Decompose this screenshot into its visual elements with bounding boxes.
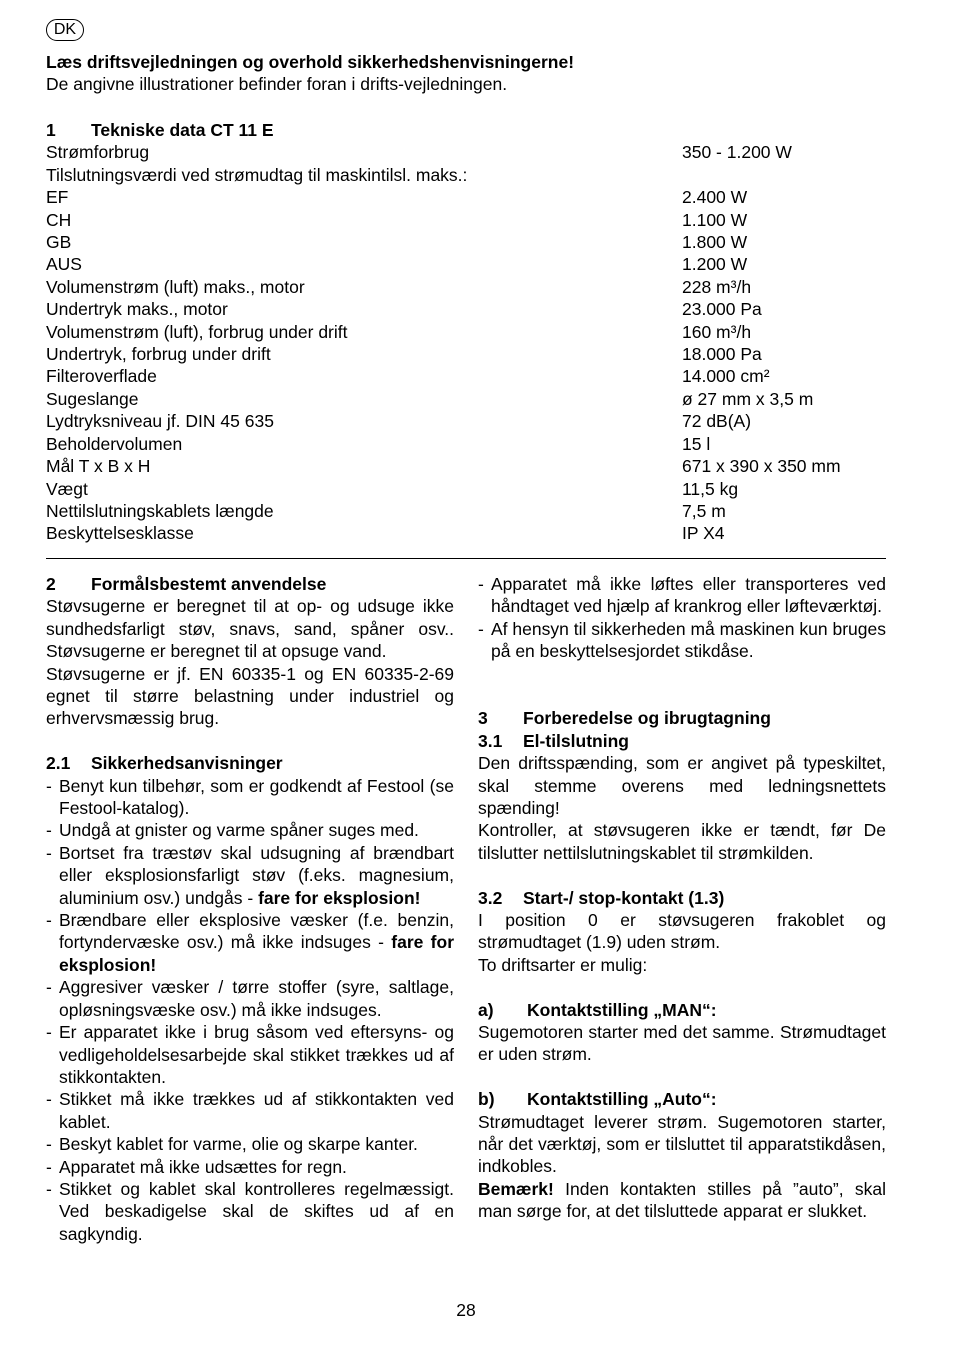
tech-data-value: 350 - 1.200 W xyxy=(682,142,792,163)
section-3-heading xyxy=(478,707,886,729)
mode-title: Kontaktstilling „MAN“: xyxy=(527,999,717,1020)
tech-data-section xyxy=(46,119,886,545)
tech-data-value: 1.100 W xyxy=(682,209,748,230)
tech-data-row xyxy=(46,209,886,231)
tech-data-value: 72 dB(A) xyxy=(682,411,752,432)
tech-data-row xyxy=(46,231,886,253)
section-3-1-heading xyxy=(478,730,886,752)
section-number: 3.2 xyxy=(478,887,503,908)
intro-note: De angivne illustrationer befinder foran i drifts-vejledningen. xyxy=(46,74,508,95)
intro-warning: Læs driftsvejledningen og overhold sikkerhedshenvisningerne! xyxy=(46,52,575,72)
section-number: 3 xyxy=(478,708,488,729)
tech-data-label: Strømforbrug xyxy=(46,142,150,163)
mode-b-heading xyxy=(478,1088,886,1110)
tech-data-value: 160 m³/h xyxy=(682,321,752,342)
tech-data-heading xyxy=(46,119,886,141)
right-column xyxy=(478,573,886,1223)
list-item: - Brændbare eller eksplosive væsker (f.e. benzin, fortyndervæske osv.) må ikke indsuges - fare for eksplosion! xyxy=(46,909,454,976)
tech-data-label: Tilslutningsværdi ved strømudtag til maskintilsl. maks.: xyxy=(46,164,468,185)
section-title: Forberedelse og ibrugtagning xyxy=(523,708,771,729)
paragraph: To driftsarter er mulig: xyxy=(478,954,648,975)
section-title: Formålsbestemt anvendelse xyxy=(91,574,327,594)
tech-data-row xyxy=(46,410,886,432)
tech-data-row xyxy=(46,500,886,522)
tech-data-label: AUS xyxy=(46,254,82,275)
page-number: 28 xyxy=(456,1300,476,1320)
divider xyxy=(46,558,886,559)
tech-data-label: Undertryk maks., motor xyxy=(46,299,228,320)
tech-data-row xyxy=(46,298,886,320)
list-item: - Er apparatet ikke i brug såsom ved eftersyns- og vedligeholdelsesarbejde skal stikket trækkes ud af stikkontakten. xyxy=(46,1021,454,1088)
paragraph: Støvsugerne er beregnet til at op- og udsuge ikke sundhedsfarligt støv, snavs, sand, spåner osv.. Støvsugerne er beregnet til at opsuge vand. xyxy=(46,596,454,662)
tech-data-row xyxy=(46,321,886,343)
section-title: Start-/ stop-kontakt (1.3) xyxy=(523,887,725,908)
tech-data-value: 1.800 W xyxy=(682,232,748,253)
section-title: Sikkerhedsanvisninger xyxy=(91,753,283,774)
tech-data-label: Mål T x B x H xyxy=(46,456,151,477)
tech-data-label: CH xyxy=(46,209,72,230)
tech-data-row xyxy=(46,164,886,186)
section-number: 3.1 xyxy=(478,730,503,751)
section-2-1-heading xyxy=(46,752,454,774)
list-item: - Stikket og kablet skal kontrolleres regelmæssigt. Ved beskadigelse skal de skiftes ud af en sagkyndig. xyxy=(46,1178,454,1245)
section-title: Tekniske data CT 11 E xyxy=(91,120,274,140)
tech-data-label: Beholdervolumen xyxy=(46,433,183,454)
tech-data-row xyxy=(46,522,886,544)
note: Bemærk! Inden kontakten stilles på ”auto”, skal man sørge for, at det tilsluttede apparat er slukket. xyxy=(478,1178,886,1222)
tech-data-row xyxy=(46,455,886,477)
tech-data-row xyxy=(46,186,886,208)
mode-title: Kontaktstilling „Auto“: xyxy=(527,1089,717,1110)
tech-data-value: 14.000 cm² xyxy=(682,366,770,387)
list-item: - Undgå at gnister og varme spåner suges med. xyxy=(46,819,454,841)
paragraph: Strømudtaget leverer strøm. Sugemotoren starter, når det værktøj, som er tilsluttet til apparatstikdåsen, indkobles. xyxy=(478,1111,886,1177)
list-item: - Beskyt kablet for varme, olie og skarpe kanter. xyxy=(46,1133,454,1155)
tech-data-value: 18.000 Pa xyxy=(682,344,762,365)
paragraph: Kontroller, at støvsugeren ikke er tændt, før De tilslutter nettilslutningskablet til strømkilden. xyxy=(478,820,886,863)
mode-a-heading xyxy=(478,999,886,1021)
tech-data-row xyxy=(46,276,886,298)
tech-data-value: 23.000 Pa xyxy=(682,299,762,320)
list-item: - Stikket må ikke trækkes ud af stikkontakten ved kablet. xyxy=(46,1088,454,1133)
tech-data-label: Filteroverflade xyxy=(46,366,157,387)
paragraph: Sugemotoren starter med det samme. Strømudtaget er uden strøm. xyxy=(478,1022,886,1065)
tech-data-label: Beskyttelsesklasse xyxy=(46,523,194,544)
section-title: El-tilslutning xyxy=(523,730,629,751)
tech-data-row xyxy=(46,478,886,500)
mode-label: b) xyxy=(478,1089,495,1110)
tech-data-label: EF xyxy=(46,187,69,208)
tech-data-value: 2.400 W xyxy=(682,187,748,208)
list-item: - Apparatet må ikke udsættes for regn. xyxy=(46,1156,454,1178)
section-number: 1 xyxy=(46,120,56,140)
list-item: - Apparatet må ikke løftes eller transporteres ved håndtaget ved hjælp af krankrog eller løfteværktøj. xyxy=(478,573,886,618)
section-2-heading xyxy=(46,573,454,595)
tech-data-value: 15 l xyxy=(682,433,711,454)
tech-data-value: 228 m³/h xyxy=(682,276,752,297)
tech-data-label: Lydtryksniveau jf. DIN 45 635 xyxy=(46,411,274,432)
section-number: 2.1 xyxy=(46,753,71,774)
tech-data-label: Vægt xyxy=(46,478,88,499)
tech-data-label: Volumenstrøm (luft), forbrug under drift xyxy=(46,321,348,342)
tech-data-row xyxy=(46,433,886,455)
tech-data-row xyxy=(46,388,886,410)
tech-data-row xyxy=(46,365,886,387)
tech-data-label: Nettilslutningskablets længde xyxy=(46,500,274,521)
intro xyxy=(46,51,906,96)
paragraph: Støvsugerne er jf. EN 60335-1 og EN 60335-2-69 egnet til større belastning under industriel og erhvervsmæssig brug. xyxy=(46,663,454,729)
tech-data-value: 1.200 W xyxy=(682,254,748,275)
list-item: - Benyt kun tilbehør, som er godkendt af Festool (se Festool-katalog). xyxy=(46,775,454,820)
section-number: 2 xyxy=(46,574,56,594)
mode-label: a) xyxy=(478,999,494,1020)
paragraph: I position 0 er støvsugeren frakoblet og strømudtaget (1.9) uden strøm. xyxy=(478,910,886,953)
tech-data-value: IP X4 xyxy=(682,523,725,544)
tech-data-value: 11,5 kg xyxy=(682,478,739,499)
left-column xyxy=(46,573,454,1245)
tech-data-row xyxy=(46,141,886,163)
section-3-2-heading xyxy=(478,887,886,909)
tech-data-label: Volumenstrøm (luft) maks., motor xyxy=(46,276,305,297)
tech-data-row xyxy=(46,253,886,275)
tech-data-value xyxy=(682,164,886,186)
tech-data-value: 7,5 m xyxy=(682,500,726,521)
tech-data-label: GB xyxy=(46,232,72,253)
list-item: - Aggresiver væsker / tørre stoffer (syre, saltlage, opløsningsvæske osv.) må ikke indsuges. xyxy=(46,976,454,1021)
paragraph: Den driftsspænding, som er angivet på typeskiltet, skal stemme overens med ledningsnettets spænding! xyxy=(478,753,886,819)
language-badge: DK xyxy=(46,19,84,41)
tech-data-label: Undertryk, forbrug under drift xyxy=(46,344,271,365)
tech-data-row xyxy=(46,343,886,365)
list-item: - Af hensyn til sikkerheden må maskinen kun bruges på en beskyttelsesjordet stikdåse. xyxy=(478,618,886,663)
tech-data-value: ø 27 mm x 3,5 m xyxy=(682,388,814,409)
tech-data-label: Sugeslange xyxy=(46,388,139,409)
list-item: - Bortset fra træstøv skal udsugning af brændbart eller eksplosionsfarligt støv (f.eks. magnesium, aluminium osv.) undgås - fare for eksplosion! xyxy=(46,842,454,909)
tech-data-table xyxy=(46,141,886,544)
tech-data-value: 671 x 390 x 350 mm xyxy=(682,456,841,477)
